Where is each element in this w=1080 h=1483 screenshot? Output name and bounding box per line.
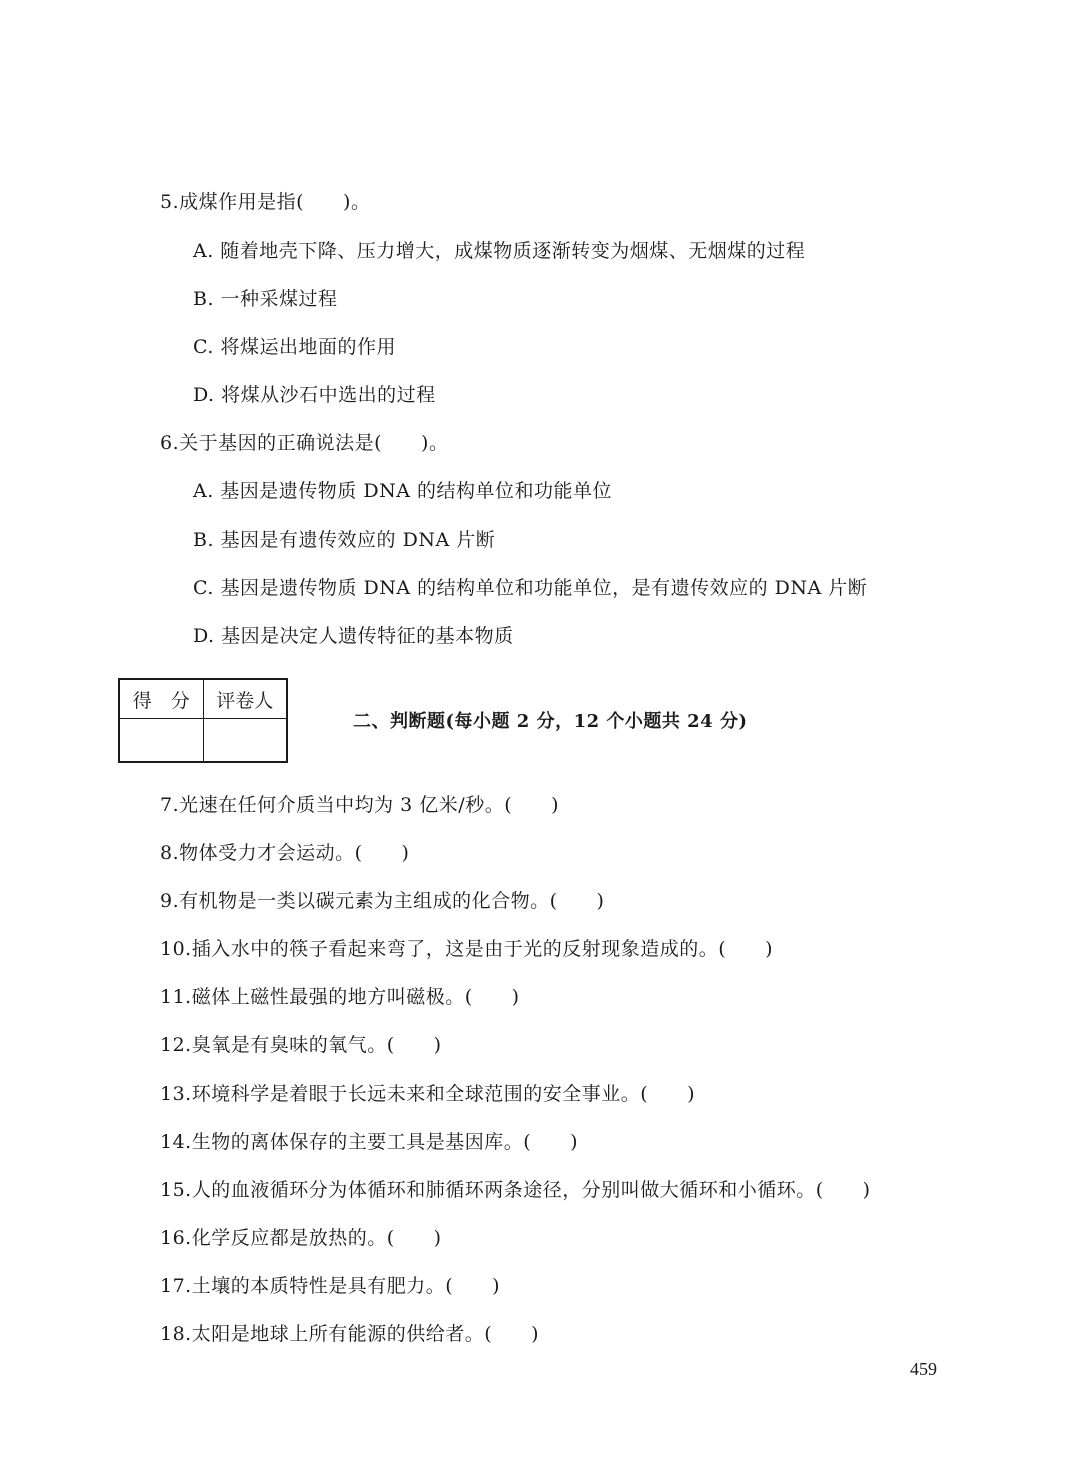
- question-12: 12.臭氧是有臭味的氧气。( ): [160, 1034, 442, 1056]
- grader-label: 评卷人: [203, 679, 287, 719]
- grader-cell: [203, 719, 287, 763]
- question-14: 14.生物的离体保存的主要工具是基因库。( ): [160, 1131, 579, 1153]
- question-7: 7.光速在任何介质当中均为 3 亿米/秒。( ): [160, 794, 560, 816]
- question-5-option-d: D. 将煤从沙石中选出的过程: [193, 384, 436, 406]
- question-5-option-c: C. 将煤运出地面的作用: [193, 336, 396, 358]
- question-6-option-d: D. 基因是决定人遗传特征的基本物质: [193, 625, 514, 647]
- question-6-stem: 6.关于基因的正确说法是( )。: [160, 432, 449, 454]
- score-cell: [119, 719, 203, 763]
- question-5-option-a: A. 随着地壳下降、压力增大，成煤物质逐渐转变为烟煤、无烟煤的过程: [193, 240, 806, 262]
- question-8: 8.物体受力才会运动。( ): [160, 842, 410, 864]
- section-title: 二、判断题(每小题 2 分，12 个小题共 24 分): [353, 711, 748, 732]
- question-5-option-b: B. 一种采煤过程: [193, 288, 338, 310]
- question-11: 11.磁体上磁性最强的地方叫磁极。( ): [160, 986, 520, 1008]
- question-6-option-a: A. 基因是遗传物质 DNA 的结构单位和功能单位: [193, 480, 612, 502]
- question-18: 18.太阳是地球上所有能源的供给者。( ): [160, 1323, 540, 1345]
- question-17: 17.土壤的本质特性是具有肥力。( ): [160, 1275, 501, 1297]
- question-16: 16.化学反应都是放热的。( ): [160, 1227, 442, 1249]
- question-6-option-b: B. 基因是有遗传效应的 DNA 片断: [193, 529, 496, 551]
- question-13: 13.环境科学是着眼于长远未来和全球范围的安全事业。( ): [160, 1083, 696, 1105]
- question-6-option-c: C. 基因是遗传物质 DNA 的结构单位和功能单位，是有遗传效应的 DNA 片断: [193, 577, 868, 599]
- score-box: [118, 678, 288, 763]
- page-number: 459: [910, 1359, 937, 1379]
- question-10: 10.插入水中的筷子看起来弯了，这是由于光的反射现象造成的。( ): [160, 938, 774, 960]
- question-15: 15.人的血液循环分为体循环和肺循环两条途径，分别叫做大循环和小循环。( ): [160, 1179, 871, 1201]
- score-label: 得 分: [119, 679, 203, 719]
- question-5-stem: 5.成煤作用是指( )。: [160, 191, 371, 213]
- question-9: 9.有机物是一类以碳元素为主组成的化合物。( ): [160, 890, 605, 912]
